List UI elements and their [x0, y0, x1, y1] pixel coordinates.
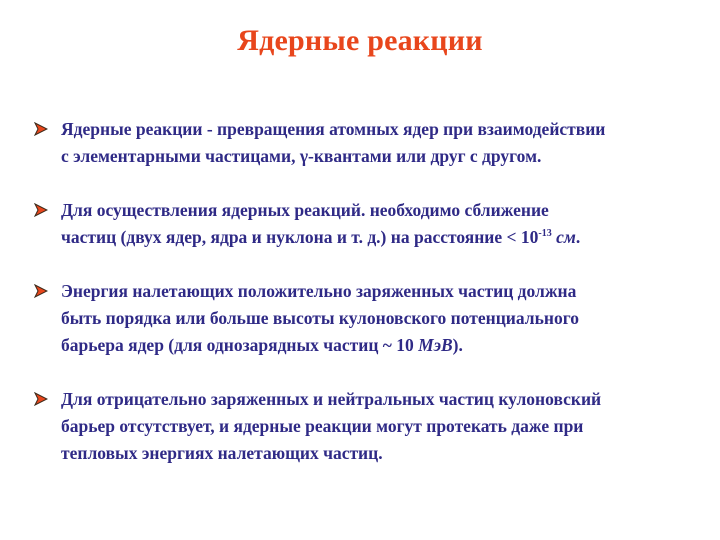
bullet-line-composite — [61, 332, 694, 359]
bullet-line: барьер отсутствует, и ядерные реакции могут протекать даже при — [61, 416, 584, 436]
bullet-line-composite — [61, 224, 694, 251]
unit-label: МэВ — [418, 335, 453, 355]
unit-label: см — [551, 227, 576, 247]
bullet-list — [34, 116, 694, 494]
bullet-line: Для осуществления ядерных реакций. необходимо сближение — [61, 200, 549, 220]
bullet-text: частиц (двух ядер, ядра и нуклона и т. д.) на расстояние < 10 — [61, 227, 539, 247]
arrow-right-icon — [34, 122, 48, 136]
bullet-line: Для отрицательно заряженных и нейтральных частиц кулоновский — [61, 389, 602, 409]
bullet-item — [34, 116, 694, 170]
slide-title: Ядерные реакции — [237, 24, 483, 57]
bullet-item — [34, 197, 694, 251]
bullet-text-end: ). — [452, 335, 463, 355]
bullet-text-end: . — [575, 227, 581, 247]
bullet-item — [34, 278, 694, 359]
arrow-right-icon — [34, 203, 48, 217]
bullet-line: тепловых энергиях налетающих частиц. — [61, 443, 383, 463]
bullet-line: Энергия налетающих положительно заряженных частиц должна — [61, 281, 577, 301]
bullet-line: с элементарными частицами, γ-квантами или друг с другом. — [61, 146, 542, 166]
arrow-right-icon — [34, 392, 48, 406]
bullet-text: барьера ядер (для однозарядных частиц ~ 10 — [61, 335, 419, 355]
exponent: -13 — [538, 228, 552, 240]
arrow-right-icon — [34, 284, 48, 298]
bullet-line: быть порядка или больше высоты кулоновского потенциального — [61, 308, 579, 328]
bullet-item — [34, 386, 694, 467]
bullet-line: Ядерные реакции - превращения атомных ядер при взаимодействии — [61, 119, 606, 139]
